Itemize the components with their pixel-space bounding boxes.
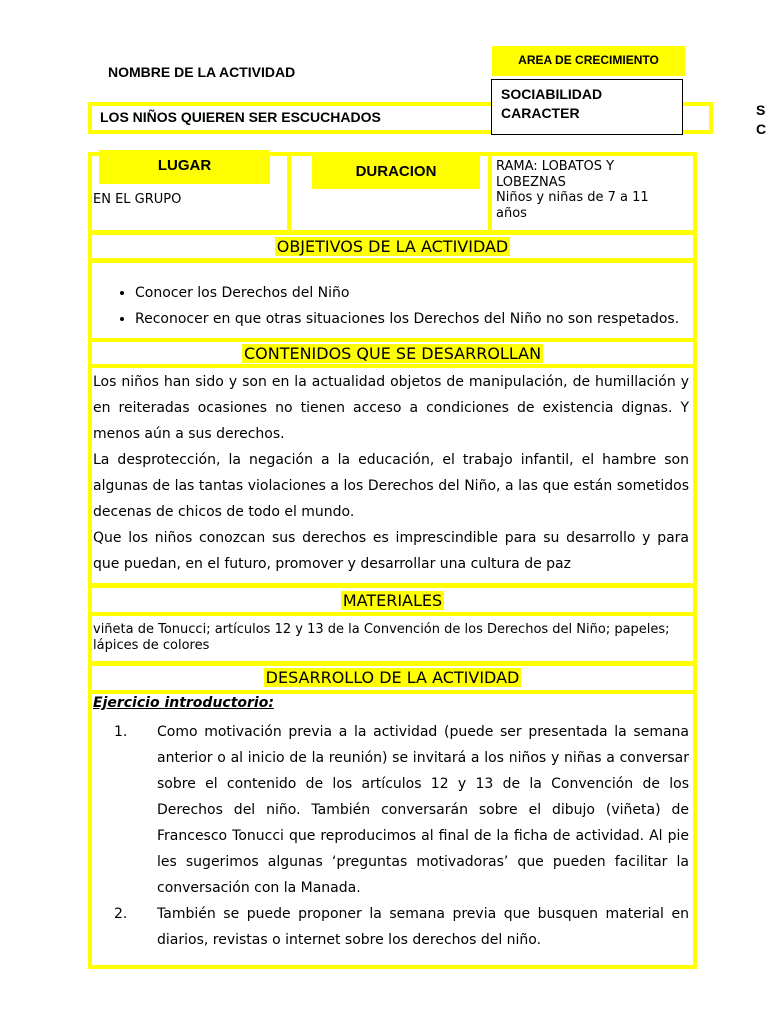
branch-line-2: LOBEZNAS [496,174,566,190]
growth-area-value-1: SOCIABILIDAD [501,86,603,102]
development-step [93,719,689,901]
contents-paragraph: Los niños han sido y son en la actualidad objetos de manipulación, de humillación y en reiteradas ocasiones no tienen acceso a condiciones de existencia dignas. Y menos aún a sus derechos. [93,374,689,442]
growth-area-label: AREA DE CRECIMIENTO [518,53,659,67]
step-number: 2. [114,906,128,922]
contents-body [93,369,689,577]
step-text: Como motivación previa a la actividad (puede ser presentada la semana anterior o al inicio de la reunión) se invitará a los niños y niñas a conversar sobre el contenido de los artículos 12 y 13 de la Convención de los Derechos del niño. También conversarán sobre el dibujo (viñeta) de Francesco Tonucci que reproducimos al final de la ficha de actividad. Al pie les sugerimos algunas ‘preguntas motivadoras’ que pueden facilitar la conversación con la Manada. [157,724,689,896]
branch-line-4: años [496,205,527,221]
place-label: LUGAR [157,157,212,174]
development-steps [93,719,689,953]
development-bar-bottom [88,690,697,694]
contents-title [88,344,697,363]
development-title [88,668,697,687]
materials-text: viñeta de Tonucci; artículos 12 y 13 de la Convención de los Derechos del Niño; papeles; lápices de colores [93,622,670,653]
objective-item: • Reconocer en que otras situaciones los Derechos del Niño no son respetados. [135,306,735,332]
materials-title-text: MATERIALES [342,591,443,610]
objectives-title-text: OBJETIVOS DE LA ACTIVIDAD [276,237,509,256]
info-divider-2 [488,152,492,234]
activity-name-label: NOMBRE DE LA ACTIVIDAD [108,64,296,80]
objectives-bar-top [88,258,697,263]
development-subtitle: Ejercicio introductorio: [93,695,274,711]
development-bar-top [88,661,697,666]
growth-area-value-2: CARACTER [501,105,580,121]
contents-bar-top [88,338,697,342]
branch-line-3: Niños y niñas de 7 a 11 [496,190,649,205]
branch-info [496,159,649,221]
info-divider-1 [287,152,291,234]
activity-name: LOS NIÑOS QUIEREN SER ESCUCHADOS [100,109,381,125]
development-step [93,901,689,953]
step-text: También se puede proponer la semana previa que busquen material en diarios, revistas o internet sobre los derechos del niño. [157,906,689,948]
branch-line-1: RAMA: LOBATOS Y [496,159,615,174]
contents-bar-bottom [88,364,697,368]
materials-title [88,591,697,610]
edge-letter-s: S [756,102,766,118]
edge-letter-c: C [756,121,767,137]
materials-bar-bottom [88,612,697,616]
materials-bar-top [88,583,697,588]
place-value: EN EL GRUPO [93,192,182,207]
objectives-title [88,237,697,256]
contents-title-text: CONTENIDOS QUE SE DESARROLLAN [243,344,542,363]
info-row-bottom [88,230,697,235]
duration-label: DURACION [355,163,437,180]
contents-paragraph: Que los niños conozcan sus derechos es imprescindible para su desarrollo y para que puedan, en el futuro, promover y desarrollar una cultura de paz [93,530,689,572]
development-title-text: DESARROLLO DE LA ACTIVIDAD [265,668,520,687]
step-number: 1. [114,724,128,740]
contents-paragraph: La desprotección, la negación a la educación, el trabajo infantil, el hambre son algunas de las tantas violaciones a los Derechos del Niño, a las que están sometidos decenas de chicos de todo el mundo. [93,452,689,520]
objectives-list [93,280,735,332]
objective-item: • Conocer los Derechos del Niño [135,280,735,306]
